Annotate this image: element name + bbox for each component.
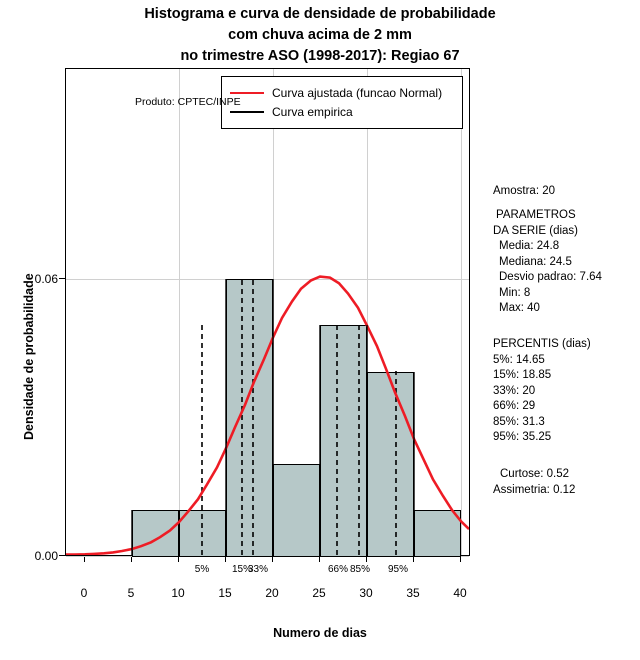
stats-params-header-2: DA SERIE (dias) <box>493 224 578 237</box>
empirical-curve <box>132 279 414 555</box>
stats-desvio-padrao: Desvio padrao: 7.64 <box>499 271 602 283</box>
legend <box>221 76 463 129</box>
stats-min: Min: 8 <box>499 286 531 299</box>
percentile-label-95: 95% <box>387 564 408 575</box>
x-tick-label-5: 5 <box>127 586 135 600</box>
x-tick-label-35: 35 <box>406 586 420 600</box>
stats-percentis <box>493 337 591 446</box>
legend-swatch-empirical <box>230 111 264 113</box>
stats-mediana: Mediana: 24.5 <box>499 255 572 268</box>
stats-p95: 95%: 35.25 <box>493 431 552 443</box>
stats-p85: 85%: 31.3 <box>493 415 545 428</box>
y-axis-label: Densidade de probabilidade <box>22 273 36 440</box>
stats-media: Media: 24.8 <box>499 240 560 252</box>
legend-item <box>230 102 454 121</box>
legend-label-empirical: Curva empirica <box>272 104 353 119</box>
percentile-label-33: 33% <box>247 564 268 575</box>
page-title <box>0 4 640 67</box>
legend-item <box>230 83 454 102</box>
stats-sample <box>493 184 555 200</box>
curve-layer <box>66 69 469 555</box>
title-line-1: Histograma e curva de densidade de probabilidade <box>144 6 496 22</box>
stats-curtose: Curtose: 0.52 <box>500 468 570 480</box>
stats-shape <box>493 467 575 498</box>
stats-params-header-1: PARAMETROS <box>496 209 576 221</box>
x-tick-label-15: 15 <box>218 586 232 600</box>
stats-p66: 66%: 29 <box>493 400 536 412</box>
x-tick-label-30: 30 <box>359 586 373 600</box>
stats-sample-line: Amostra: 20 <box>493 185 555 197</box>
stats-p05: 5%: 14.65 <box>493 353 545 366</box>
x-tick-label-40: 40 <box>453 586 467 600</box>
stats-parameters <box>493 208 602 317</box>
percentile-markers <box>202 279 396 555</box>
title-line-2: com chuva acima de 2 mm <box>228 27 412 43</box>
stats-max: Max: 40 <box>499 302 540 314</box>
percentile-label-66: 66% <box>327 564 348 575</box>
legend-swatch-fitted <box>230 92 264 94</box>
x-tick-label-20: 20 <box>265 586 279 600</box>
x-tick-label-0: 0 <box>80 586 88 600</box>
percentile-label-85: 85% <box>349 564 370 575</box>
product-note: Produto: CPTEC/INPE <box>135 96 241 108</box>
legend-label-fitted: Curva ajustada (funcao Normal) <box>272 85 443 100</box>
plot-area <box>65 68 470 556</box>
percentile-label-15: 15% <box>231 564 252 575</box>
x-axis-label: Numero de dias <box>273 626 367 640</box>
stats-p33: 33%: 20 <box>493 384 536 397</box>
title-line-3: no trimestre ASO (1998-2017): Regiao 67 <box>180 48 460 64</box>
fitted-normal-curve <box>66 277 469 555</box>
stats-percentis-header: PERCENTIS (dias) <box>493 338 591 350</box>
y-tick-label-0: 0.00 <box>34 549 58 563</box>
stats-p15: 15%: 18.85 <box>493 369 552 381</box>
percentile-label-5: 5% <box>194 564 210 575</box>
y-tick-label-1: 0.06 <box>34 272 58 286</box>
x-tick-label-10: 10 <box>171 586 185 600</box>
stats-assimetria: Assimetria: 0.12 <box>493 483 576 496</box>
x-tick-label-25: 25 <box>312 586 326 600</box>
